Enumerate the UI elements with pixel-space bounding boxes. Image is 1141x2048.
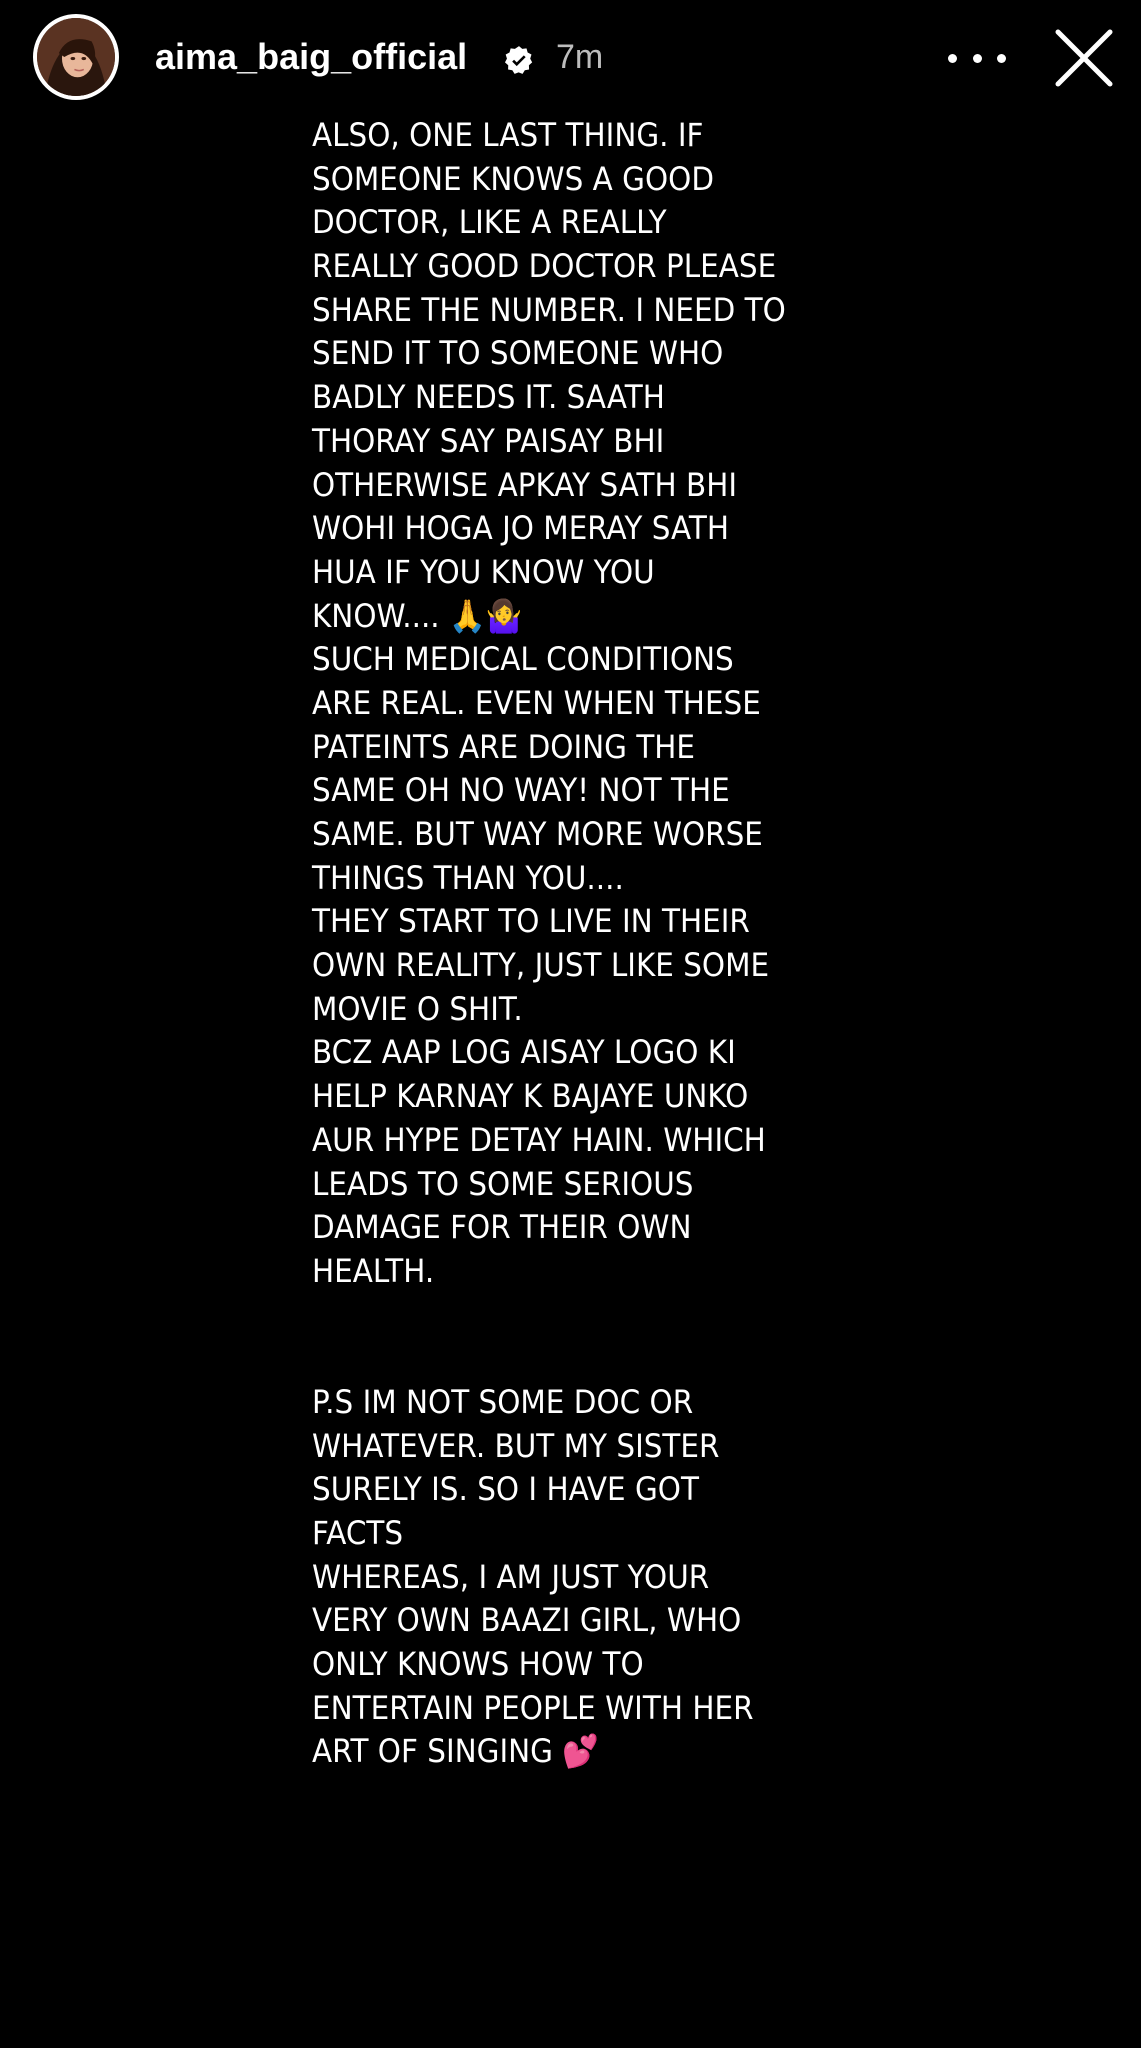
story-text-line: THORAY SAY PAISAY BHI [312,421,665,460]
story-text-line: PATEINTS ARE DOING THE [312,727,696,766]
more-options-icon [973,54,982,63]
story-text-line: BCZ AAP LOG AISAY LOGO KI [312,1033,736,1072]
story-text-block [312,1381,827,1774]
story-text-line: WHATEVER. BUT MY SISTER [312,1426,720,1465]
story-text-line: REALLY GOOD DOCTOR PLEASE [312,247,777,286]
more-options-icon [997,54,1006,63]
verified-badge-icon [502,44,536,78]
username[interactable]: aima_baig_official [155,36,468,77]
story-text-line: FACTS [312,1514,404,1553]
story-text-line: SEND IT TO SOMEONE WHO [312,334,724,373]
story-header [0,0,1141,120]
story-text-line: SAME. BUT WAY MORE WORSE [312,815,763,853]
story-text-line: THINGS THAN YOU.... [312,858,624,897]
more-options-icon [948,54,957,63]
story-text-line: P.S IM NOT SOME DOC OR [312,1382,694,1421]
story-text-line: SUCH MEDICAL CONDITIONS [312,640,734,679]
story-text-block [312,114,827,1294]
story-text-line: SURELY IS. SO I HAVE GOT [312,1470,699,1509]
story-text-line: SAME OH NO WAY! NOT THE [312,771,730,810]
story-text-line: OTHERWISE APKAY SATH BHI [312,465,738,504]
story-text-line: THEY START TO LIVE IN THEIR [312,902,750,941]
story-text-line: HUA IF YOU KNOW YOU [312,552,655,591]
story-text-line: ARE REAL. EVEN WHEN THESE [312,683,761,722]
story-text [312,114,827,1774]
story-text-line: KNOW.... 🙏🤷‍♀️ [312,596,523,635]
story-text-line: HELP KARNAY K BAJAYE UNKO [312,1077,749,1116]
story-text-line: ONLY KNOWS HOW TO [312,1645,644,1684]
more-options-button[interactable] [948,36,1006,80]
story-text-line: HEALTH. [312,1251,435,1290]
story-text-line: ART OF SINGING 💕 [312,1732,599,1771]
story-text-line: ENTERTAIN PEOPLE WITH HER [312,1688,754,1727]
story-text-line: MOVIE O SHIT. [312,989,523,1028]
story-text-line: DOCTOR, LIKE A REALLY [312,203,667,242]
story-text-line: LEADS TO SOME SERIOUS [312,1164,694,1203]
story-text-line: VERY OWN BAAZI GIRL, WHO [312,1601,742,1640]
avatar-image [37,18,115,96]
close-icon [1054,28,1114,88]
story-text-line: ALSO, ONE LAST THING. IF [312,116,704,154]
time-ago: 7m [556,38,604,76]
story-text-line: SHARE THE NUMBER. I NEED TO [312,290,786,329]
story-text-line: DAMAGE FOR THEIR OWN [312,1208,692,1247]
story-text-line: WHEREAS, I AM JUST YOUR [312,1557,710,1596]
story-text-line: WOHI HOGA JO MERAY SATH [312,509,729,548]
close-button[interactable] [1054,28,1114,88]
story-text-line: BADLY NEEDS IT. SAATH [312,378,665,417]
paragraph-gap [312,1294,827,1381]
avatar[interactable] [33,14,119,100]
story-text-line: AUR HYPE DETAY HAIN. WHICH [312,1120,766,1159]
story-text-line: SOMEONE KNOWS A GOOD [312,159,714,198]
story-text-line: OWN REALITY, JUST LIKE SOME [312,946,770,985]
